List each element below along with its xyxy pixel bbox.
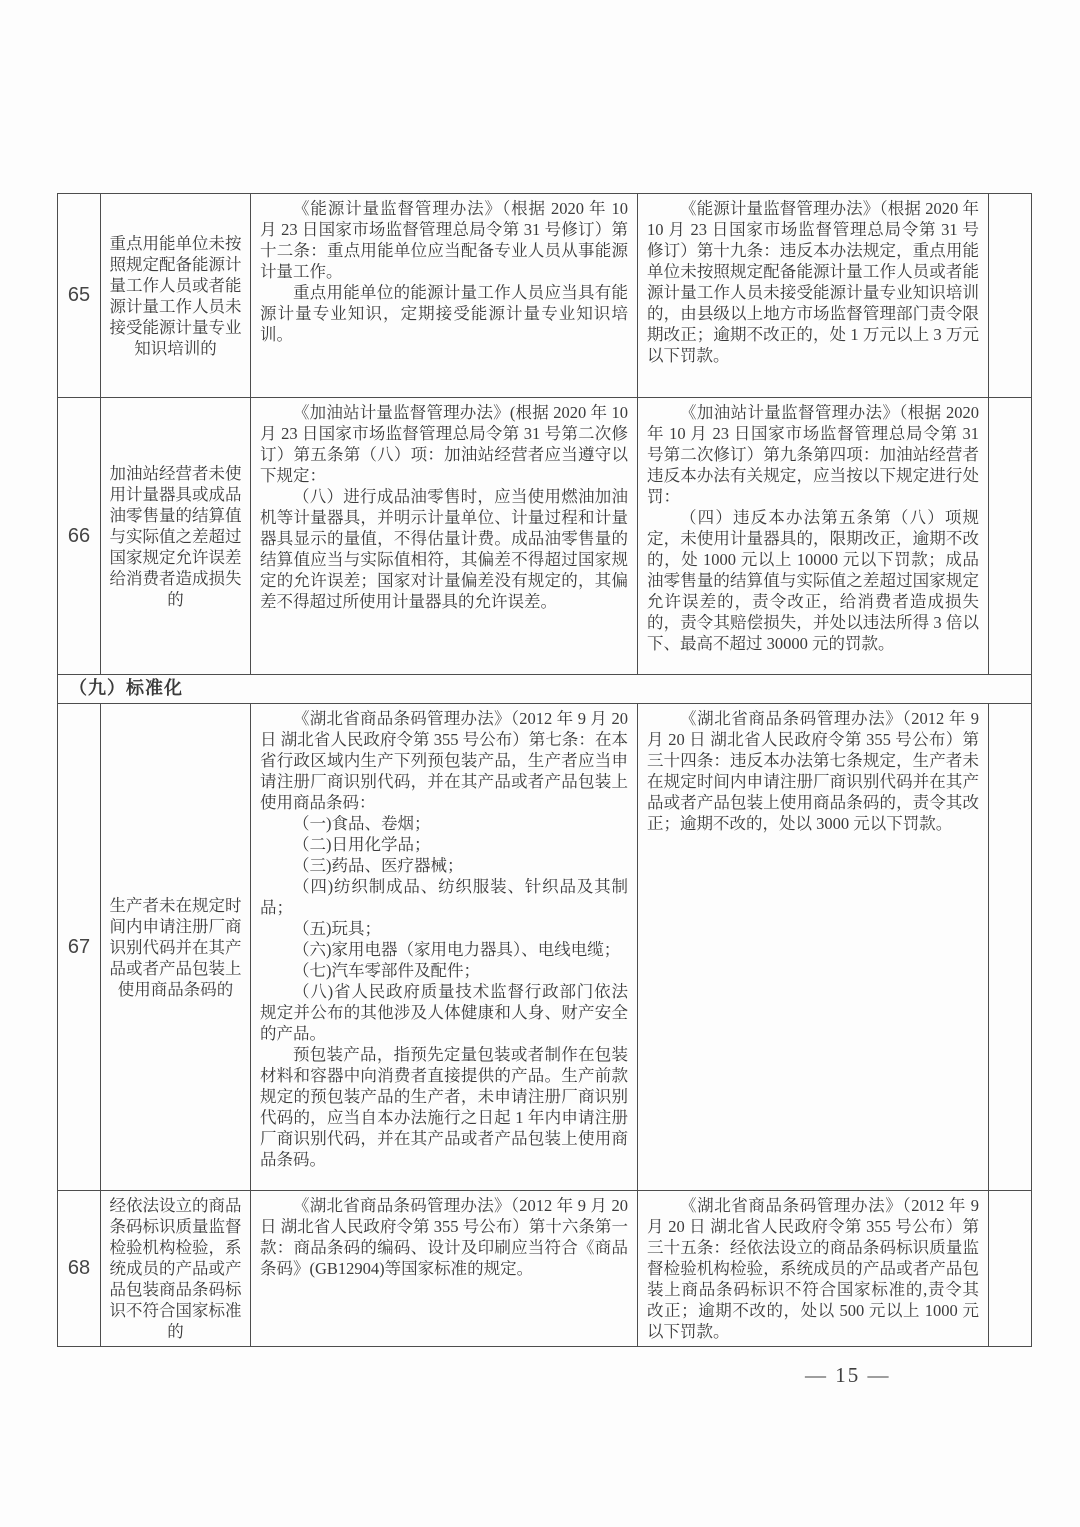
paragraph: 《能源计量监督管理办法》（根据 2020 年 10 月 23 日国家市场监督管理总局令第 31 号修订）第十二条：重点用能单位应当配备专业人员从事能源计量工作。 xyxy=(260,199,628,281)
paragraph: 生产者未在规定时间内申请注册厂商识别代码并在其产品或者产品包装上使用商品条码的 xyxy=(109,895,242,999)
paragraph: （三)药品、医疗器械； xyxy=(293,856,464,875)
remark-cell xyxy=(989,194,1031,397)
penalty-basis-cell xyxy=(638,1191,988,1346)
paragraph: （七)汽车零部件及配件； xyxy=(293,961,480,980)
paragraph: 《加油站计量监督管理办法》(根据 2020 年 10 月 23 日国家市场监督管理总局令第 31 号第二次修订）第五条第（八）项：加油站经营者应当遵守以下规定： xyxy=(260,403,628,485)
paragraph: （二)日用化学品； xyxy=(293,835,431,854)
remark-cell xyxy=(989,398,1031,674)
paragraph: 预包装产品，指预先定量包装或者制作在包装材料和容器中向消费者直接提供的产品。生产前款规定的预包装产品的生产者，未申请注册厂商识别代码的，应当自本办法施行之日起 1 年内申请注册厂商识别代码，并在其产品或者产品包装上使用商品条码。 xyxy=(260,1045,628,1169)
section-header: （九）标准化 xyxy=(58,675,1031,703)
remark-cell xyxy=(989,704,1031,1190)
paragraph: （八）进行成品油零售时，应当使用燃油加油机等计量器具，并明示计量单位、计量过程和计量器具显示的量值，不得估量计费。成品油零售量的结算值应当与实际值相符，其偏差不得超过国家规定的允许误差；国家对计量偏差没有规定的，其偏差不得超过所使用计量器具的允许误差。 xyxy=(260,487,628,611)
paragraph: 重点用能单位的能源计量工作人员应当具有能源计量专业知识，定期接受能源计量专业知识培训。 xyxy=(260,283,628,344)
paragraph: 重点用能单位未按照规定配备能源计量工作人员或者能源计量工作人员未接受能源计量专业知识培训的 xyxy=(109,233,242,358)
paragraph: 《湖北省商品条码管理办法》（2012 年 9 月 20 日 湖北省人民政府令第 355 号公布）第三十四条：违反本办法第七条规定，生产者未在规定时间内申请注册厂商识别代码并在其产品或者产品包装上使用商品条码的，责令其改正；逾期不改的，处以 3000 元以下罚款。 xyxy=(647,709,979,833)
row-number-cell: 68 xyxy=(58,1191,100,1346)
paragraph: 《湖北省商品条码管理办法》（2012 年 9 月 20 日 湖北省人民政府令第 355 号公布）第十六条第一款：商品条码的编码、设计及印刷应当符合《商品条码》(GB12904)等国家标准的规定。 xyxy=(260,1196,628,1278)
paragraph: 《湖北省商品条码管理办法》（2012 年 9 月 20 日 湖北省人民政府令第 355 号公布）第七条：在本省行政区域内生产下列预包装产品，生产者应当申请注册厂商识别代码，并在其产品或者产品包装上使用商品条码： xyxy=(260,709,628,812)
page-number: — 15 — xyxy=(805,1363,891,1387)
violation-cell xyxy=(101,194,250,397)
penalty-basis-cell xyxy=(638,704,988,1190)
row-number-cell: 65 xyxy=(58,194,100,397)
paragraph: 经依法设立的商品条码标识质量监督检验机构检验，系统成员的产品或产品包装商品条码标识不符合国家标准的 xyxy=(109,1196,242,1341)
paragraph: 《加油站计量监督管理办法》（根据 2020 年 10 月 23 日国家市场监督管理总局令第 31 号第二次修订）第九条第四项：加油站经营者违反本办法有关规定，应当按以下规定进行处罚： xyxy=(647,403,979,506)
paragraph: 《能源计量监督管理办法》（根据 2020 年 10 月 23 日国家市场监督管理总局令第 31 号修订）第十九条：违反本办法规定，重点用能单位未按照规定配备能源计量工作人员或者能源计量工作人员未接受能源计量专业知识培训的，由县级以上地方市场监督管理部门责令限期改正；逾期不改正的，处 1 万元以上 3 万元以下罚款。 xyxy=(647,199,979,365)
paragraph: （一)食品、卷烟； xyxy=(293,814,431,833)
violation-cell xyxy=(101,1191,250,1346)
legal-basis-cell xyxy=(251,194,637,397)
penalty-basis-cell xyxy=(638,194,988,397)
legal-basis-cell xyxy=(251,398,637,674)
paragraph: 《湖北省商品条码管理办法》（2012 年 9 月 20 日 湖北省人民政府令第 355 号公布）第三十五条：经依法设立的商品条码标识质量监督检验机构检验，系统成员的产品或者产品包装上商品条码标识不符合国家标准的,责令其改正；逾期不改的，处以 500 元以上 1000 元以下罚款。 xyxy=(647,1196,979,1341)
paragraph: （四）违反本办法第五条第（八）项规定，未使用计量器具的，限期改正，逾期不改的，处 1000 元以上 10000 元以下罚款；成品油零售量的结算值与实际值之差超过国家规定允许误差的，责令改正，给消费者造成损失的，责令其赔偿损失，并处以违法所得 3 倍以下、最高不超过 30000 元的罚款。 xyxy=(647,508,979,653)
penalty-basis-cell xyxy=(638,398,988,674)
row-number-cell: 67 xyxy=(58,704,100,1190)
legal-basis-cell xyxy=(251,1191,637,1346)
paragraph: 加油站经营者未使用计量器具或成品油零售量的结算值与实际值之差超过国家规定允许误差给消费者造成损失的 xyxy=(109,463,242,609)
penalty-table xyxy=(57,193,1032,1347)
paragraph: （四)纺织制成品、纺织服装、针织品及其制品； xyxy=(260,877,628,917)
legal-basis-cell xyxy=(251,704,637,1190)
violation-cell xyxy=(101,398,250,674)
paragraph: （六)家用电器（家用电力器具）、电线电缆； xyxy=(293,940,621,959)
violation-cell xyxy=(101,704,250,1190)
paragraph: （五)玩具； xyxy=(293,919,381,938)
row-number-cell: 66 xyxy=(58,398,100,674)
paragraph: （八)省人民政府质量技术监督行政部门依法规定并公布的其他涉及人体健康和人身、财产安全的产品。 xyxy=(260,982,628,1043)
remark-cell xyxy=(989,1191,1031,1346)
